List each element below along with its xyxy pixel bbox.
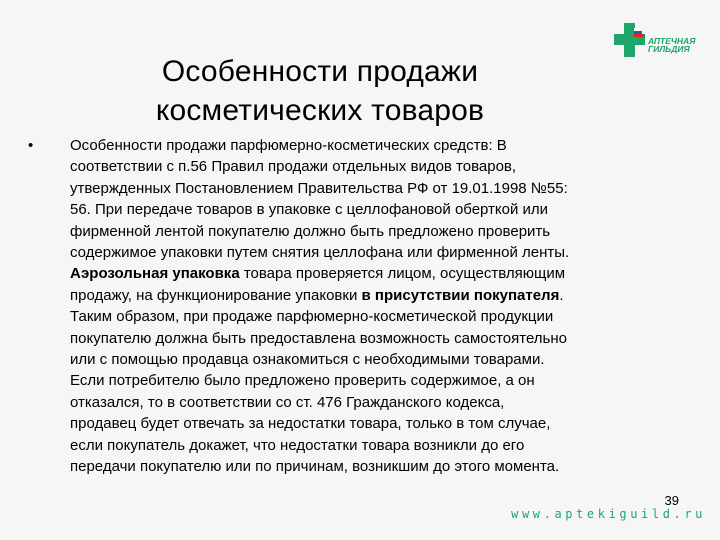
- text-segment: .: [559, 286, 564, 304]
- website-footer: www.aptekiguild.ru: [511, 507, 706, 521]
- text-line: [70, 328, 710, 349]
- text-segment: покупателю должна быть предоставлена возможность самостоятельно: [70, 329, 567, 347]
- text-segment: продажу, на функционирование упаковки: [70, 286, 362, 304]
- aptekiguild-logo: [612, 20, 704, 60]
- text-line: [70, 263, 710, 284]
- text-segment: 56. При передаче товаров в упаковке с целлофановой оберткой или: [70, 201, 549, 219]
- page-number: 39: [664, 493, 679, 508]
- text-segment: Таким образом, при продаже парфюмерно-косметической продукции: [70, 308, 554, 326]
- text-segment: Если потребителю было предложено проверить содержимое, а он: [70, 372, 535, 390]
- logo-cross-icon: [612, 20, 704, 60]
- title-line-2: косметических товаров: [155, 94, 485, 128]
- text-segment: если покупатель докажет, что недостатки товара возникли до его: [70, 436, 525, 454]
- text-line: [70, 370, 710, 391]
- text-line: [70, 221, 710, 242]
- text-line: [70, 242, 710, 263]
- bold-text: в присутствии покупателя: [361, 286, 560, 304]
- text-segment: утвержденных Постановлением Правительства РФ от 19.01.1998 №55:: [70, 179, 568, 197]
- bold-text: Аэрозольная упаковка: [70, 265, 240, 283]
- text-line: [70, 199, 710, 220]
- title-line-1: Особенности продажи: [161, 55, 479, 89]
- text-line: [70, 285, 710, 306]
- text-segment: продавец будет отвечать за недостатки товара, только в том случае,: [70, 415, 551, 433]
- text-segment: отказался, то в соответствии со ст. 476 Гражданского кодекса,: [70, 393, 505, 411]
- text-segment: товара проверяется лицом, осуществляющим: [239, 265, 566, 283]
- text-line: [70, 135, 710, 156]
- text-line: [70, 156, 710, 177]
- text-segment: или с помощью продавца ознакомиться с необходимыми товарами.: [70, 351, 545, 369]
- text-segment: фирменной лентой покупателю должно быть предложено проверить: [70, 222, 551, 240]
- text-line: [70, 392, 710, 413]
- text-line: [70, 413, 710, 434]
- logo-text-line-2: ГИЛЬДИЯ: [648, 44, 690, 54]
- logo-text-line-1: АПТЕЧНАЯ: [648, 36, 696, 46]
- text-line: [70, 178, 710, 199]
- text-line: [70, 306, 710, 327]
- bullet-marker: •: [28, 137, 34, 154]
- text-segment: соответствии с п.56 Правил продажи отдельных видов товаров,: [70, 158, 517, 176]
- text-segment: Особенности продажи парфюмерно-косметических средств: В: [70, 137, 507, 154]
- bullet-text: [70, 135, 710, 478]
- text-line: [70, 349, 710, 370]
- text-line: [70, 456, 710, 477]
- text-segment: передачи покупателю или по причинам, возникшим до этого момента.: [70, 458, 560, 476]
- slide-title: [110, 52, 530, 130]
- text-segment: содержимое упаковки путем снятия целлофана или фирменной ленты.: [70, 244, 570, 262]
- text-line: [70, 435, 710, 456]
